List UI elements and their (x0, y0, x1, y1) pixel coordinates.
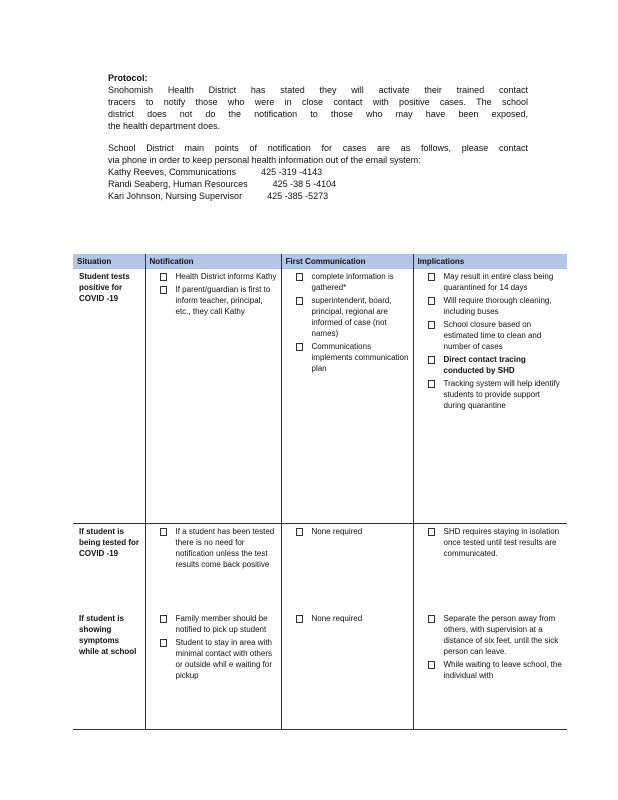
notification-cell (145, 269, 281, 523)
list-item: Tracking system will help identify students to provide support during quarantine (418, 378, 564, 411)
contact-kari: Kari Johnson, Nursing Supervisor 425 -385 -5273 (108, 191, 329, 201)
table-header-row (73, 254, 567, 269)
situation-cell: If student is showing symptoms while at school (73, 611, 145, 729)
list-item: If parent/guardian is first to inform teacher, principal, etc., they call Kathy (150, 284, 277, 317)
protocol-para1-line: district does not do the notification to those who may have been exposed, (108, 109, 528, 119)
communication-cell (281, 523, 413, 611)
list-item: If a student has been tested there is no need for notification unless the test results come back positive (150, 526, 277, 570)
list-item: complete information is gathered* (286, 271, 409, 293)
communication-cell (281, 269, 413, 523)
protocol-para2-line: School District main points of notification for cases are as follows, please contact (108, 143, 528, 153)
list-item: None required (286, 526, 409, 537)
contact-randi: Randi Seaberg, Human Resources 425 -38 5 -4104 (108, 179, 337, 189)
list-item: None required (286, 613, 409, 624)
list-item: Communications implements communication plan (286, 341, 409, 374)
protocol-para1-line: the health department does. (108, 121, 221, 131)
table-row (73, 269, 567, 523)
list-item: Will require thorough cleaning, including buses (418, 295, 564, 317)
situation-cell: Student tests positive for COVID -19 (73, 269, 145, 523)
list-item: School closure based on estimated time to clean and number of cases (418, 319, 564, 352)
header-implications: Implications (413, 254, 567, 269)
protocol-para1-line: tracers to notify those who were in close contact with positive cases. The school (108, 97, 528, 107)
communication-cell (281, 611, 413, 729)
contact-kathy: Kathy Reeves, Communications 425 -319 -4143 (108, 167, 323, 177)
table-row (73, 611, 567, 729)
notification-cell (145, 611, 281, 729)
header-notification: Notification (145, 254, 281, 269)
implications-cell (413, 269, 567, 523)
table-row (73, 523, 567, 611)
notification-cell (145, 523, 281, 611)
list-item: Family member should be notified to pick up student (150, 613, 277, 635)
protocol-table (73, 254, 567, 730)
protocol-para1-line: Snohomish Health District has stated they will activate their trained contact (108, 85, 528, 95)
list-item: Separate the person away from others, with supervision at a distance of six feet, until the sick person can leave. (418, 613, 564, 657)
header-situation: Situation (73, 254, 145, 269)
list-item: Direct contact tracing conducted by SHD (418, 354, 564, 376)
list-item: While waiting to leave school, the individual with (418, 659, 564, 681)
header-first-communication: First Communication (281, 254, 413, 269)
protocol-para2-line: via phone in order to keep personal health information out of the email system: (108, 155, 421, 165)
implications-cell (413, 611, 567, 729)
list-item: superintendent, board, principal, regional are informed of case (not names) (286, 295, 409, 339)
protocol-section (108, 72, 528, 202)
list-item: SHD requires staying in isolation once tested until test results are communicated. (418, 526, 564, 559)
list-item: Health District informs Kathy (150, 271, 277, 282)
list-item: Student to stay in area with minimal contact with others or outside whil e waiting for pickup (150, 637, 277, 681)
situation-cell: If student is being tested for COVID -19 (79, 526, 140, 558)
implications-cell (413, 523, 567, 611)
list-item: May result in entire class being quarantined for 14 days (418, 271, 564, 293)
protocol-title: Protocol: (108, 73, 148, 83)
